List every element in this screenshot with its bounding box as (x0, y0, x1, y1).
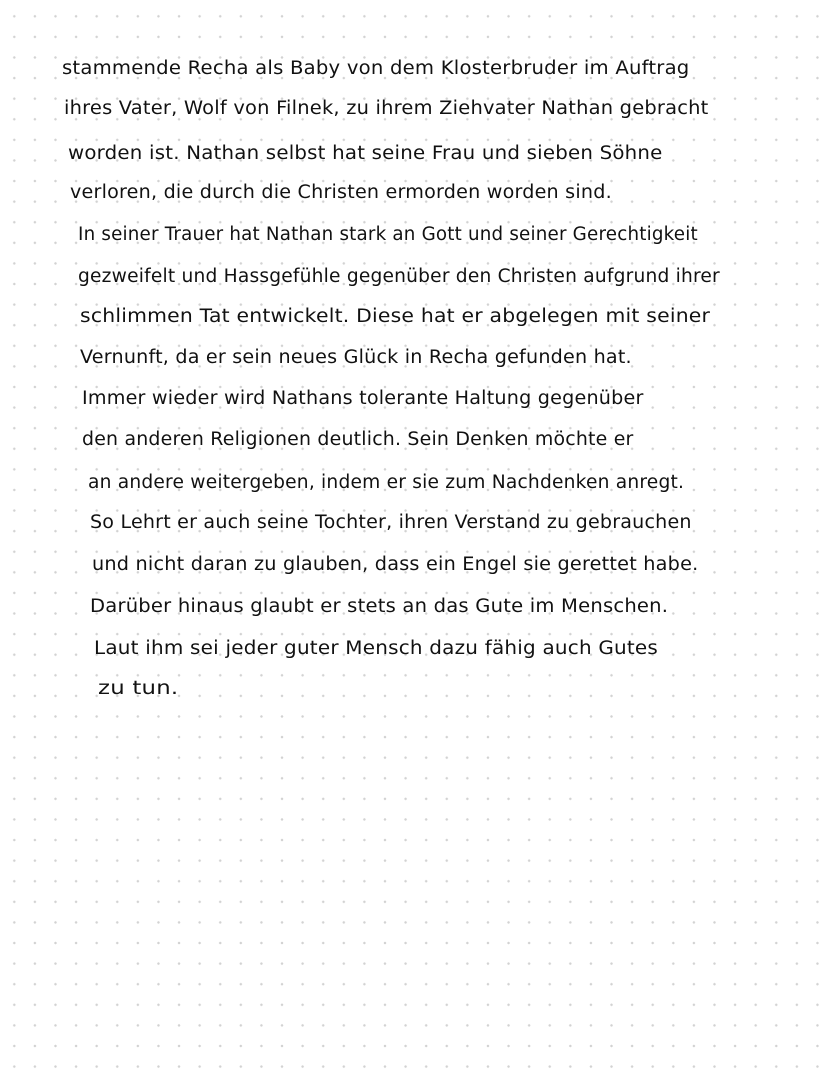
text-line: In seiner Trauer hat Nathan stark an Gott und seiner Gerechtigkeit (78, 224, 698, 245)
text-line: Vernunft, da er sein neues Glück in Recha gefunden hat. (80, 347, 632, 368)
text-line: stammende Recha als Baby von dem Klosterbruder im Auftrag (62, 58, 690, 79)
text-line: verloren, die durch die Christen ermorden worden sind. (70, 182, 612, 203)
text-line: zu tun. (98, 678, 179, 699)
text-line: an andere weitergeben, indem er sie zum Nachdenken anregt. (88, 472, 685, 493)
text-line: Immer wieder wird Nathans tolerante Haltung gegenüber (82, 388, 644, 409)
text-line: Laut ihm sei jeder guter Mensch dazu fähig auch Gutes (94, 638, 659, 659)
text-line: schlimmen Tat entwickelt. Diese hat er abgelegen mit seiner (80, 306, 711, 327)
text-line: und nicht daran zu glauben, dass ein Engel sie gerettet habe. (92, 554, 699, 575)
text-line: ihres Vater, Wolf von Filnek, zu ihrem Ziehvater Nathan gebracht (64, 98, 709, 119)
text-line: gezweifelt und Hassgefühle gegenüber den Christen aufgrund ihrer (78, 266, 720, 287)
text-line: So Lehrt er auch seine Tochter, ihren Verstand zu gebrauchen (90, 512, 692, 533)
text-line: den anderen Religionen deutlich. Sein Denken möchte er (82, 429, 634, 450)
text-line: Darüber hinaus glaubt er stets an das Gute im Menschen. (90, 596, 669, 617)
text-line: worden ist. Nathan selbst hat seine Frau und sieben Söhne (68, 143, 663, 164)
